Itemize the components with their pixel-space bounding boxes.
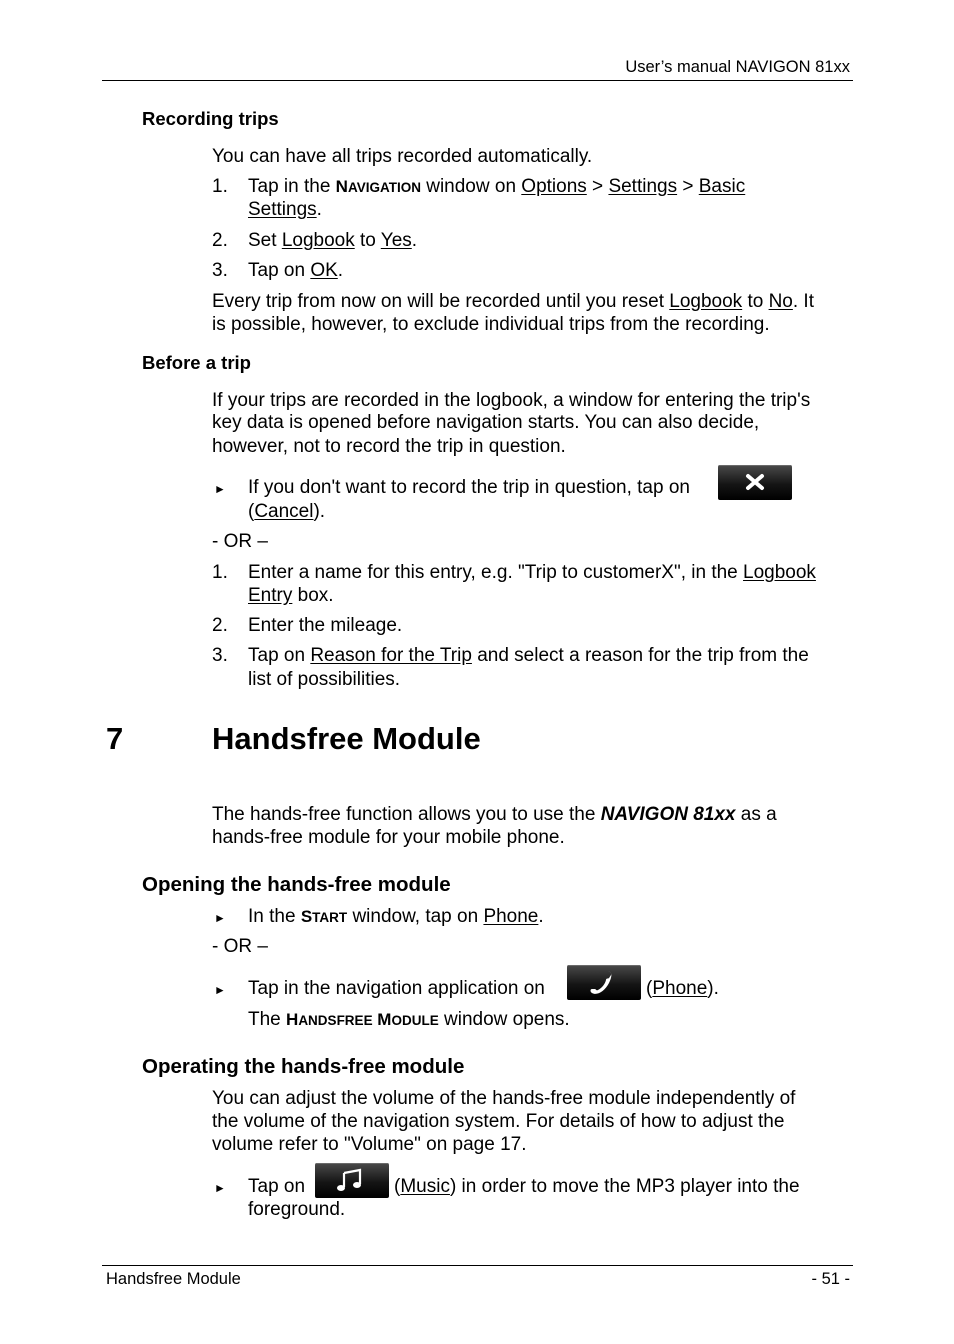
chapter-intro-line-2: hands-free module for your mobile phone. (212, 827, 565, 848)
basic-settings-link[interactable]: Settings (248, 199, 317, 220)
bullet-marker: ► (214, 482, 226, 496)
text: . (337, 260, 344, 281)
window-name: S (300, 907, 313, 926)
text: window, tap on (347, 906, 484, 927)
operating-paragraph-line: the volume of the navigation system. For details of how to adjust the (212, 1111, 785, 1132)
operating-paragraph-line: volume refer to "Volume" on page 17. (212, 1134, 527, 1155)
section-heading-recording: Recording trips (142, 108, 279, 129)
or-separator: - OR – (212, 936, 268, 957)
operating-bullet-cont: foreground. (248, 1199, 346, 1220)
text: In the (248, 906, 301, 927)
step-number: 3. (212, 645, 228, 666)
basic-settings-link[interactable]: Basic (698, 176, 746, 197)
operating-bullet: Tap on (248, 1176, 306, 1197)
opening-bullet-1 (248, 906, 544, 928)
recording-step-1 (248, 176, 745, 198)
step-number: 1. (212, 562, 228, 583)
yes-link[interactable]: Yes (380, 230, 412, 251)
recording-paragraph-2 (212, 291, 814, 313)
music-note-icon (315, 1163, 389, 1198)
bullet-marker: ► (214, 1181, 226, 1195)
text: to (354, 230, 381, 251)
text: ). (707, 978, 719, 999)
text: Every trip from now on will be recorded until you reset (212, 291, 670, 312)
music-button[interactable] (315, 1163, 389, 1198)
step-number: 2. (212, 230, 228, 251)
logbook-link[interactable]: Logbook (669, 291, 743, 312)
text: . (538, 906, 544, 927)
phone-icon (567, 965, 641, 1000)
section-heading-before: Before a trip (142, 352, 251, 373)
settings-link[interactable]: Settings (608, 176, 678, 197)
before-step-2: Enter the mileage. (248, 615, 403, 636)
text: The (248, 1009, 287, 1030)
header-rule (102, 80, 853, 81)
bullet-marker: ► (214, 911, 226, 925)
footer-rule (102, 1265, 853, 1266)
logbook-link[interactable]: Logbook (281, 230, 355, 251)
window-name: ANDSFREE (298, 1013, 373, 1028)
before-paragraph-line: If your trips are recorded in the logbook, a window for entering the trip's (212, 390, 811, 411)
window-name: TART (312, 910, 348, 925)
footer-section: Handsfree Module (106, 1270, 241, 1288)
text: box. (292, 585, 334, 606)
before-step-3-cont: list of possibilities. (248, 669, 401, 690)
options-link[interactable]: Options (521, 176, 587, 197)
window-name: AVIGATION (347, 180, 421, 195)
product-name: NAVIGON 81xx (600, 804, 736, 825)
separator: > (586, 176, 609, 197)
text: The hands-free function allows you to use the (212, 804, 601, 825)
recording-step-3 (248, 260, 343, 282)
text: Set (248, 230, 282, 251)
text: . (316, 199, 322, 220)
music-link[interactable]: Music (400, 1176, 450, 1197)
phone-link[interactable]: Phone (483, 906, 539, 927)
text: window opens. (438, 1009, 570, 1030)
recording-step-1-cont (248, 199, 322, 221)
recording-step-2 (248, 230, 417, 252)
text: ( (248, 501, 255, 522)
cancel-link[interactable]: Cancel (254, 501, 314, 522)
text: ( (646, 978, 653, 999)
opening-bullet-2: Tap in the navigation application on (248, 978, 545, 999)
window-name: H (286, 1010, 299, 1029)
text: . It (792, 291, 814, 312)
close-icon (718, 465, 792, 500)
phone-button[interactable] (567, 965, 641, 1000)
reason-for-trip-link[interactable]: Reason for the Trip (310, 645, 472, 666)
separator: > (677, 176, 699, 197)
window-name: ODULE (391, 1013, 439, 1028)
cancel-label (248, 501, 325, 523)
text: Enter a name for this entry, e.g. "Trip to customerX", in the (248, 562, 744, 583)
ok-link[interactable]: OK (310, 260, 338, 281)
text: . (411, 230, 418, 251)
window-name: M (372, 1010, 392, 1029)
text: to (742, 291, 769, 312)
before-step-3 (248, 645, 809, 667)
music-label (394, 1176, 800, 1198)
or-separator: - OR – (212, 531, 268, 552)
chapter-intro (212, 804, 777, 826)
phone-label (646, 978, 719, 1000)
logbook-entry-link[interactable]: Logbook (743, 562, 816, 583)
before-step-1-cont (248, 585, 334, 607)
before-paragraph-line: however, not to record the trip in question. (212, 436, 566, 457)
footer-page-number: - 51 - (811, 1270, 850, 1288)
section-heading-opening: Opening the hands-free module (142, 873, 451, 896)
cancel-instruction: If you don't want to record the trip in question, tap on (248, 477, 690, 498)
recording-intro: You can have all trips recorded automatically. (212, 146, 593, 167)
before-step-1 (248, 562, 816, 584)
section-heading-operating: Operating the hands-free module (142, 1055, 465, 1078)
text: ( (394, 1176, 401, 1197)
chapter-number: 7 (106, 721, 124, 756)
text: Tap in the (248, 176, 336, 197)
text: ). (313, 501, 326, 522)
cancel-button[interactable] (718, 465, 792, 500)
no-link[interactable]: No (768, 291, 793, 312)
before-paragraph-line: key data is opened before navigation starts. You can also decide, (212, 412, 760, 433)
logbook-entry-link[interactable]: Entry (248, 585, 293, 606)
text: and select a reason for the trip from the (471, 645, 809, 666)
step-number: 2. (212, 615, 228, 636)
recording-paragraph-2-line-2: is possible, however, to exclude individual trips from the recording. (212, 314, 770, 335)
step-number: 1. (212, 176, 228, 197)
window-name: N (335, 177, 348, 196)
phone-link[interactable]: Phone (652, 978, 708, 999)
opening-result (248, 1009, 570, 1031)
text: Tap on (248, 260, 311, 281)
step-number: 3. (212, 260, 228, 281)
operating-paragraph-line: You can adjust the volume of the hands-free module independently of (212, 1088, 796, 1109)
text: window on (420, 176, 522, 197)
text: ) in order to move the MP3 player into the (449, 1176, 800, 1197)
text: Tap on (248, 645, 311, 666)
header-title: User’s manual NAVIGON 81xx (625, 58, 850, 76)
text: as a (735, 804, 777, 825)
chapter-title: Handsfree Module (212, 721, 481, 756)
bullet-marker: ► (214, 983, 226, 997)
